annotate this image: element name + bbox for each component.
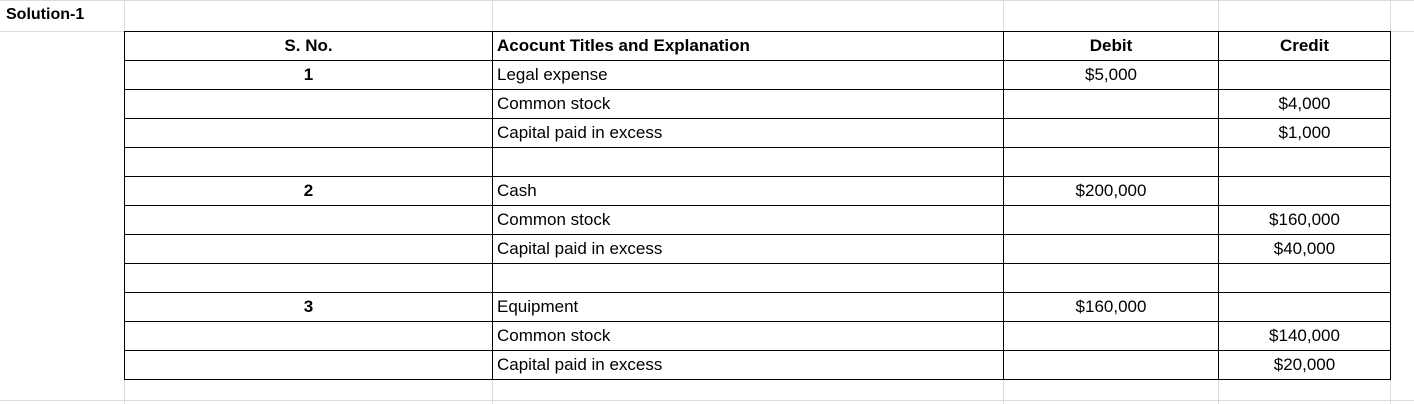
cell-credit[interactable]: $40,000 bbox=[1219, 235, 1391, 264]
cell-account[interactable]: Common stock bbox=[493, 90, 1004, 119]
sheet-title[interactable]: Solution-1 bbox=[6, 6, 85, 23]
journal-row bbox=[125, 235, 1391, 264]
cell-credit[interactable]: $160,000 bbox=[1219, 206, 1391, 235]
cell-debit[interactable] bbox=[1004, 322, 1219, 351]
cell-account[interactable] bbox=[493, 148, 1004, 177]
journal-row bbox=[125, 322, 1391, 351]
header-debit[interactable]: Debit bbox=[1004, 32, 1219, 61]
cell-debit[interactable] bbox=[1004, 90, 1219, 119]
cell-sno[interactable]: 1 bbox=[125, 61, 493, 90]
cell-credit[interactable] bbox=[1219, 148, 1391, 177]
cell-credit[interactable] bbox=[1219, 177, 1391, 206]
cell-credit[interactable] bbox=[1219, 264, 1391, 293]
header-row bbox=[125, 32, 1391, 61]
journal-row bbox=[125, 90, 1391, 119]
header-sno[interactable]: S. No. bbox=[125, 32, 493, 61]
cell-sno[interactable] bbox=[125, 351, 493, 380]
cell-sno[interactable] bbox=[125, 235, 493, 264]
journal-row bbox=[125, 206, 1391, 235]
cell-debit[interactable] bbox=[1004, 119, 1219, 148]
cell-sno[interactable] bbox=[125, 206, 493, 235]
cell-credit[interactable]: $1,000 bbox=[1219, 119, 1391, 148]
cell-credit[interactable] bbox=[1219, 61, 1391, 90]
cell-account[interactable]: Capital paid in excess bbox=[493, 235, 1004, 264]
cell-account[interactable]: Capital paid in excess bbox=[493, 351, 1004, 380]
journal-row bbox=[125, 351, 1391, 380]
cell-debit[interactable] bbox=[1004, 206, 1219, 235]
journal-row bbox=[125, 61, 1391, 90]
cell-sno[interactable] bbox=[125, 148, 493, 177]
cell-sno[interactable]: 2 bbox=[125, 177, 493, 206]
cell-debit[interactable]: $5,000 bbox=[1004, 61, 1219, 90]
cell-sno[interactable] bbox=[125, 119, 493, 148]
journal-row bbox=[125, 264, 1391, 293]
cell-account[interactable] bbox=[493, 264, 1004, 293]
journal-row bbox=[125, 293, 1391, 322]
cell-account[interactable]: Legal expense bbox=[493, 61, 1004, 90]
header-account[interactable]: Acocunt Titles and Explanation bbox=[493, 32, 1004, 61]
journal-row bbox=[125, 148, 1391, 177]
journal-row bbox=[125, 119, 1391, 148]
cell-account[interactable]: Capital paid in excess bbox=[493, 119, 1004, 148]
cell-debit[interactable] bbox=[1004, 235, 1219, 264]
header-credit[interactable]: Credit bbox=[1219, 32, 1391, 61]
cell-sno[interactable] bbox=[125, 322, 493, 351]
cell-sno[interactable] bbox=[125, 90, 493, 119]
cell-debit[interactable]: $160,000 bbox=[1004, 293, 1219, 322]
cell-debit[interactable]: $200,000 bbox=[1004, 177, 1219, 206]
cell-credit[interactable]: $4,000 bbox=[1219, 90, 1391, 119]
cell-account[interactable]: Common stock bbox=[493, 206, 1004, 235]
cell-debit[interactable] bbox=[1004, 148, 1219, 177]
cell-account[interactable]: Common stock bbox=[493, 322, 1004, 351]
journal-row bbox=[125, 177, 1391, 206]
cell-credit[interactable]: $20,000 bbox=[1219, 351, 1391, 380]
cell-account[interactable]: Equipment bbox=[493, 293, 1004, 322]
cell-sno[interactable]: 3 bbox=[125, 293, 493, 322]
cell-credit[interactable]: $140,000 bbox=[1219, 322, 1391, 351]
cell-sno[interactable] bbox=[125, 264, 493, 293]
cell-account[interactable]: Cash bbox=[493, 177, 1004, 206]
journal-table bbox=[124, 31, 1391, 380]
cell-debit[interactable] bbox=[1004, 351, 1219, 380]
cell-credit[interactable] bbox=[1219, 293, 1391, 322]
cell-debit[interactable] bbox=[1004, 264, 1219, 293]
